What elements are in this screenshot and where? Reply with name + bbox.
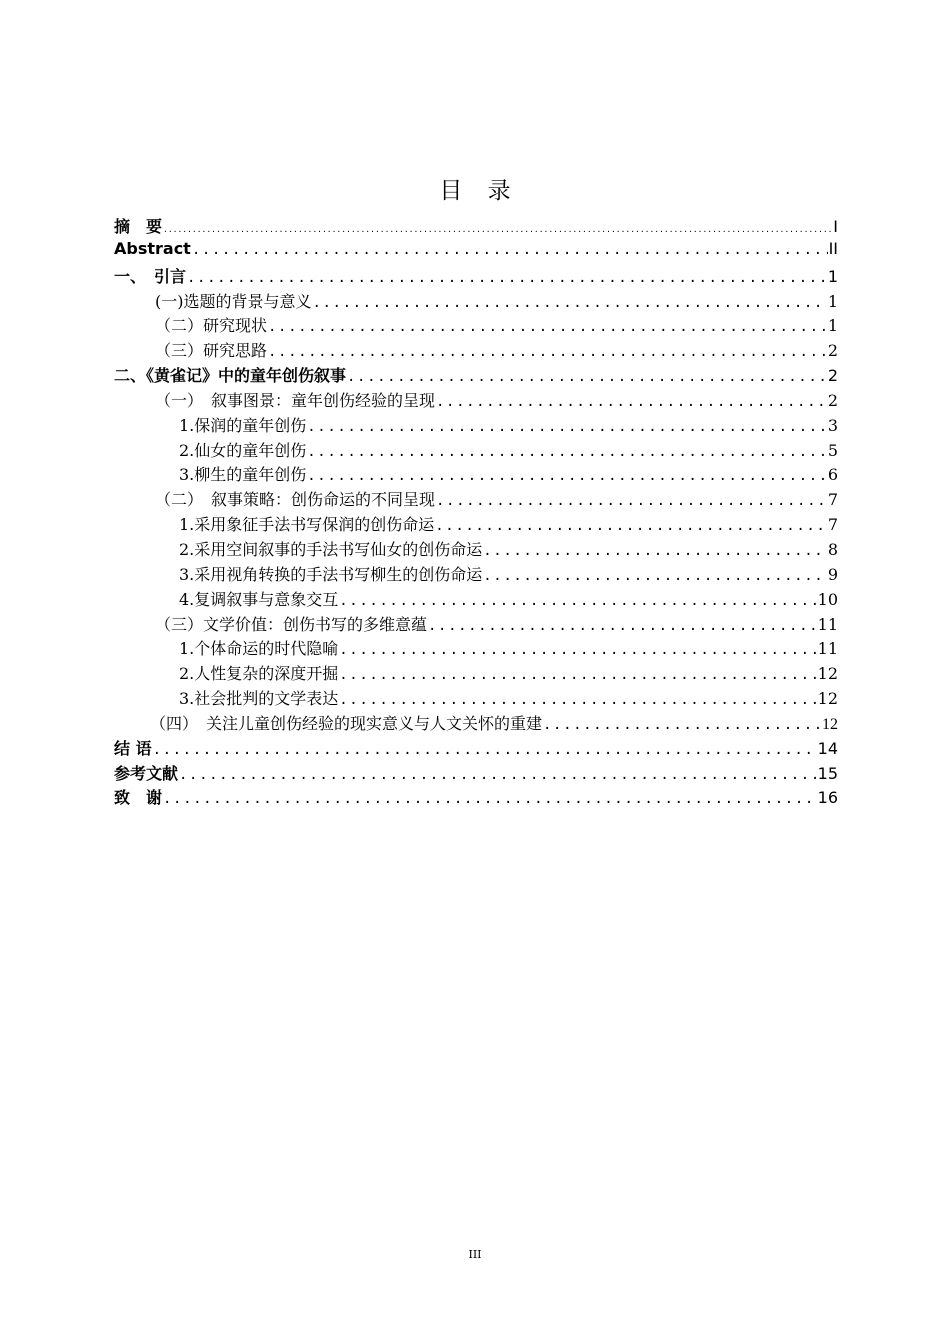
toc-entry[interactable] [114,413,838,438]
dot-leader [179,767,817,783]
dot-leader [543,717,821,733]
toc-entry[interactable] [114,289,838,314]
toc-entry[interactable] [114,537,838,562]
toc-entry-page: 2 [827,341,838,361]
dot-leader [339,667,816,683]
dot-leader [268,344,827,360]
toc-entry[interactable] [114,239,838,264]
toc-entry[interactable] [114,338,838,363]
toc-entry-page: 7 [827,515,838,535]
toc-entry[interactable] [114,636,838,661]
toc-entry[interactable] [114,438,838,463]
dot-leader [436,394,827,410]
toc-entry[interactable] [114,487,838,512]
toc-entry[interactable] [114,214,838,239]
toc-entry[interactable] [114,711,838,736]
toc-entry-label: （四） 关注儿童创伤经验的现实意义与人文关怀的重建 [150,715,543,733]
toc-entry[interactable] [114,264,838,289]
dot-leader [187,270,827,286]
dot-leader [436,493,827,509]
toc-entry-label: 3.采用视角转换的手法书写柳生的创伤命运 [179,564,483,584]
dot-leader [339,642,816,658]
toc-entry-label: 3.柳生的童年创伤 [179,465,307,485]
toc-entry-label: 二、《黄雀记》中的童年创伤叙事 [114,366,347,386]
toc-entry-page: 12 [817,689,838,709]
toc-entry-label: 2.采用空间叙事的手法书写仙女的创伤命运 [179,539,483,559]
toc-entry-page: 8 [827,539,838,559]
toc-entry[interactable] [114,736,838,761]
toc-entry[interactable] [114,462,838,487]
toc-entry-page: II [828,238,838,258]
toc-entry-page: 6 [827,465,838,485]
dot-leader [483,543,827,559]
toc-entry-page: 11 [817,639,838,659]
toc-entry[interactable] [114,363,838,388]
dot-leader [192,242,828,258]
toc-entry-label: 参考文献 [114,763,179,783]
toc-entry[interactable] [114,313,838,338]
toc-entry-page: 14 [817,738,838,758]
toc-entry-label: 1.采用象征手法书写保润的创伤命运 [179,515,435,535]
toc-entry-page: 2 [827,390,838,410]
toc-entry-page: 10 [817,589,838,609]
dot-leader [483,568,827,584]
dot-leader [163,791,817,807]
toc-entry-page: 11 [817,614,838,634]
dot-leader [339,692,816,708]
dot-leader [339,593,816,609]
toc-entry-page: 15 [817,763,838,783]
toc-entry-label: 2.人性复杂的深度开掘 [179,664,339,684]
dot-leader [307,444,827,460]
table-of-contents [114,214,838,810]
toc-entry-label: （二） 叙事策略：创伤命运的不同呈现 [155,490,436,510]
toc-entry-page: 1 [827,316,838,336]
dot-leader [435,518,827,534]
toc-entry-page: 1 [827,291,838,311]
dot-leader [428,618,817,634]
toc-entry-label: （三）研究思路 [155,341,268,361]
toc-entry[interactable] [114,512,838,537]
toc-entry-label: （三）文学价值：创伤书写的多维意蕴 [155,614,428,634]
toc-entry-page: 1 [827,266,838,286]
toc-entry-label: 3.社会批判的文学表达 [179,689,339,709]
dot-leader [347,369,827,385]
toc-entry-page: 5 [827,440,838,460]
toc-entry-label: （二）研究现状 [155,316,268,336]
toc-entry-page: 9 [827,564,838,584]
toc-entry-page: 12 [817,664,838,684]
toc-entry-label: 致 谢 [114,788,163,808]
toc-entry[interactable] [114,562,838,587]
toc-entry[interactable] [114,686,838,711]
toc-entry-label: 2.仙女的童年创伤 [179,440,307,460]
toc-entry-label: (一)选题的背景与意义 [155,291,312,311]
toc-entry-label: 一、 引言 [114,266,187,286]
toc-entry-page: 7 [827,490,838,510]
toc-entry-page: I [833,217,838,236]
toc-entry-label: 结 语 [114,738,152,758]
toc-entry-label: 1.个体命运的时代隐喻 [179,639,339,659]
toc-entry[interactable] [114,388,838,413]
toc-entry-page: 2 [827,366,838,386]
dot-leader [163,225,832,234]
toc-entry[interactable] [114,761,838,786]
toc-entry-label: 摘 要 [114,217,163,236]
toc-entry-label: Abstract [114,238,191,258]
toc-entry-label: （一） 叙事图景：童年创伤经验的呈现 [155,390,436,410]
toc-entry[interactable] [114,785,838,810]
toc-entry-page: 16 [817,788,838,808]
toc-entry[interactable] [114,661,838,686]
toc-entry-label: 1.保润的童年创伤 [179,415,307,435]
dot-leader [307,468,827,484]
toc-entry[interactable] [114,587,838,612]
dot-leader [153,742,817,758]
toc-entry[interactable] [114,612,838,637]
dot-leader [307,419,827,435]
toc-entry-page: 3 [827,415,838,435]
toc-entry-page: 12 [822,715,838,733]
toc-entry-label: 4.复调叙事与意象交互 [179,589,339,609]
page-number: III [468,1248,482,1261]
dot-leader [268,319,827,335]
page-title: 目 录 [439,178,511,204]
dot-leader [313,295,827,311]
